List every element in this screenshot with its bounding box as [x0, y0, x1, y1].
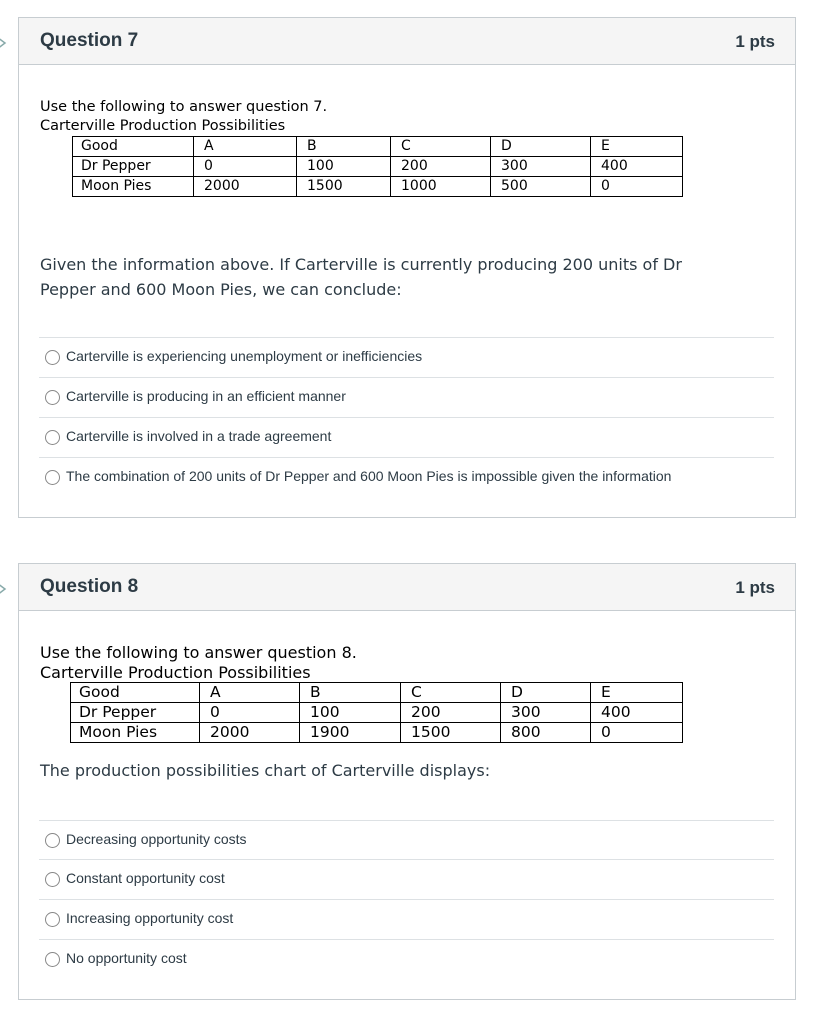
table-cell: 800: [501, 723, 591, 743]
table-cell: 0: [200, 703, 300, 723]
table-cell: 500: [491, 177, 591, 197]
chevron-right-icon[interactable]: [0, 582, 7, 596]
table-cell: D: [491, 137, 591, 157]
table-cell: A: [200, 683, 300, 703]
table-cell: 1500: [297, 177, 391, 197]
chevron-right-icon[interactable]: [0, 36, 7, 50]
table-cell: B: [297, 137, 391, 157]
table-row: [71, 703, 683, 723]
table-cell: C: [391, 137, 491, 157]
table-cell: 2000: [200, 723, 300, 743]
answer-label[interactable]: Carterville is involved in a trade agreement: [66, 428, 332, 444]
table-cell: A: [194, 137, 297, 157]
table-cell: Dr Pepper: [71, 703, 200, 723]
question-intro: Use the following to answer question 7.: [40, 99, 328, 115]
table-row: [71, 723, 683, 743]
radio-button[interactable]: [45, 833, 60, 848]
table-cell: 0: [591, 723, 683, 743]
table-cell: C: [401, 683, 501, 703]
table-cell: 200: [391, 157, 491, 177]
table-title: Carterville Production Possibilities: [40, 663, 311, 682]
table-cell: 100: [297, 157, 391, 177]
answer-option[interactable]: [39, 939, 774, 979]
table-cell: 400: [591, 703, 683, 723]
production-table: [72, 136, 683, 197]
table-cell: E: [591, 137, 683, 157]
question-header: [19, 564, 795, 611]
answer-option[interactable]: [39, 337, 774, 377]
table-cell: Moon Pies: [71, 723, 200, 743]
table-cell: 400: [591, 157, 683, 177]
table-cell: Dr Pepper: [73, 157, 194, 177]
question-points: 1 pts: [735, 578, 775, 597]
table-cell: 1000: [391, 177, 491, 197]
table-cell: 300: [501, 703, 591, 723]
table-title: Carterville Production Possibilities: [40, 118, 286, 134]
radio-button[interactable]: [45, 350, 60, 365]
answer-option[interactable]: [39, 820, 774, 860]
table-cell: 0: [194, 157, 297, 177]
table-row: [73, 137, 683, 157]
question-7-card: [18, 17, 796, 518]
table-cell: 2000: [194, 177, 297, 197]
answer-label[interactable]: Increasing opportunity cost: [66, 910, 234, 926]
answer-label[interactable]: Decreasing opportunity costs: [66, 831, 247, 847]
answer-option[interactable]: [39, 899, 774, 939]
answer-option[interactable]: [39, 417, 774, 457]
table-row: [73, 157, 683, 177]
radio-button[interactable]: [45, 872, 60, 887]
radio-button[interactable]: [45, 952, 60, 967]
production-table: [70, 682, 683, 743]
table-cell: 0: [591, 177, 683, 197]
radio-button[interactable]: [45, 470, 60, 485]
question-header: [19, 18, 795, 65]
question-prompt: The production possibilities chart of Carterville displays:: [40, 761, 491, 780]
question-points: 1 pts: [735, 32, 775, 51]
table-cell: 200: [401, 703, 501, 723]
answer-label[interactable]: Constant opportunity cost: [66, 870, 225, 886]
answer-label[interactable]: Carterville is experiencing unemployment or inefficiencies: [66, 348, 423, 364]
table-cell: 300: [491, 157, 591, 177]
table-cell: 100: [300, 703, 401, 723]
table-cell: D: [501, 683, 591, 703]
question-8-card: [18, 563, 796, 1000]
answer-option[interactable]: [39, 859, 774, 899]
table-cell: 1900: [300, 723, 401, 743]
radio-button[interactable]: [45, 912, 60, 927]
table-cell: Good: [71, 683, 200, 703]
table-row: [73, 177, 683, 197]
answer-label[interactable]: No opportunity cost: [66, 950, 187, 966]
answer-label[interactable]: Carterville is producing in an efficient manner: [66, 388, 346, 404]
question-prompt: Given the information above. If Carterville is currently producing 200 units of Dr Pepper and 600 Moon Pies, we can conclude:: [40, 255, 682, 299]
table-cell: B: [300, 683, 401, 703]
answer-option[interactable]: [39, 377, 774, 417]
question-title: Question 8: [40, 576, 139, 597]
radio-button[interactable]: [45, 430, 60, 445]
question-title: Question 7: [40, 30, 139, 51]
answer-label[interactable]: The combination of 200 units of Dr Pepper and 600 Moon Pies is impossible given the information: [66, 468, 672, 484]
table-row: [71, 683, 683, 703]
table-cell: E: [591, 683, 683, 703]
table-cell: 1500: [401, 723, 501, 743]
table-cell: Good: [73, 137, 194, 157]
answer-option[interactable]: [39, 457, 774, 497]
table-cell: Moon Pies: [73, 177, 194, 197]
radio-button[interactable]: [45, 390, 60, 405]
question-intro: Use the following to answer question 8.: [40, 643, 357, 662]
